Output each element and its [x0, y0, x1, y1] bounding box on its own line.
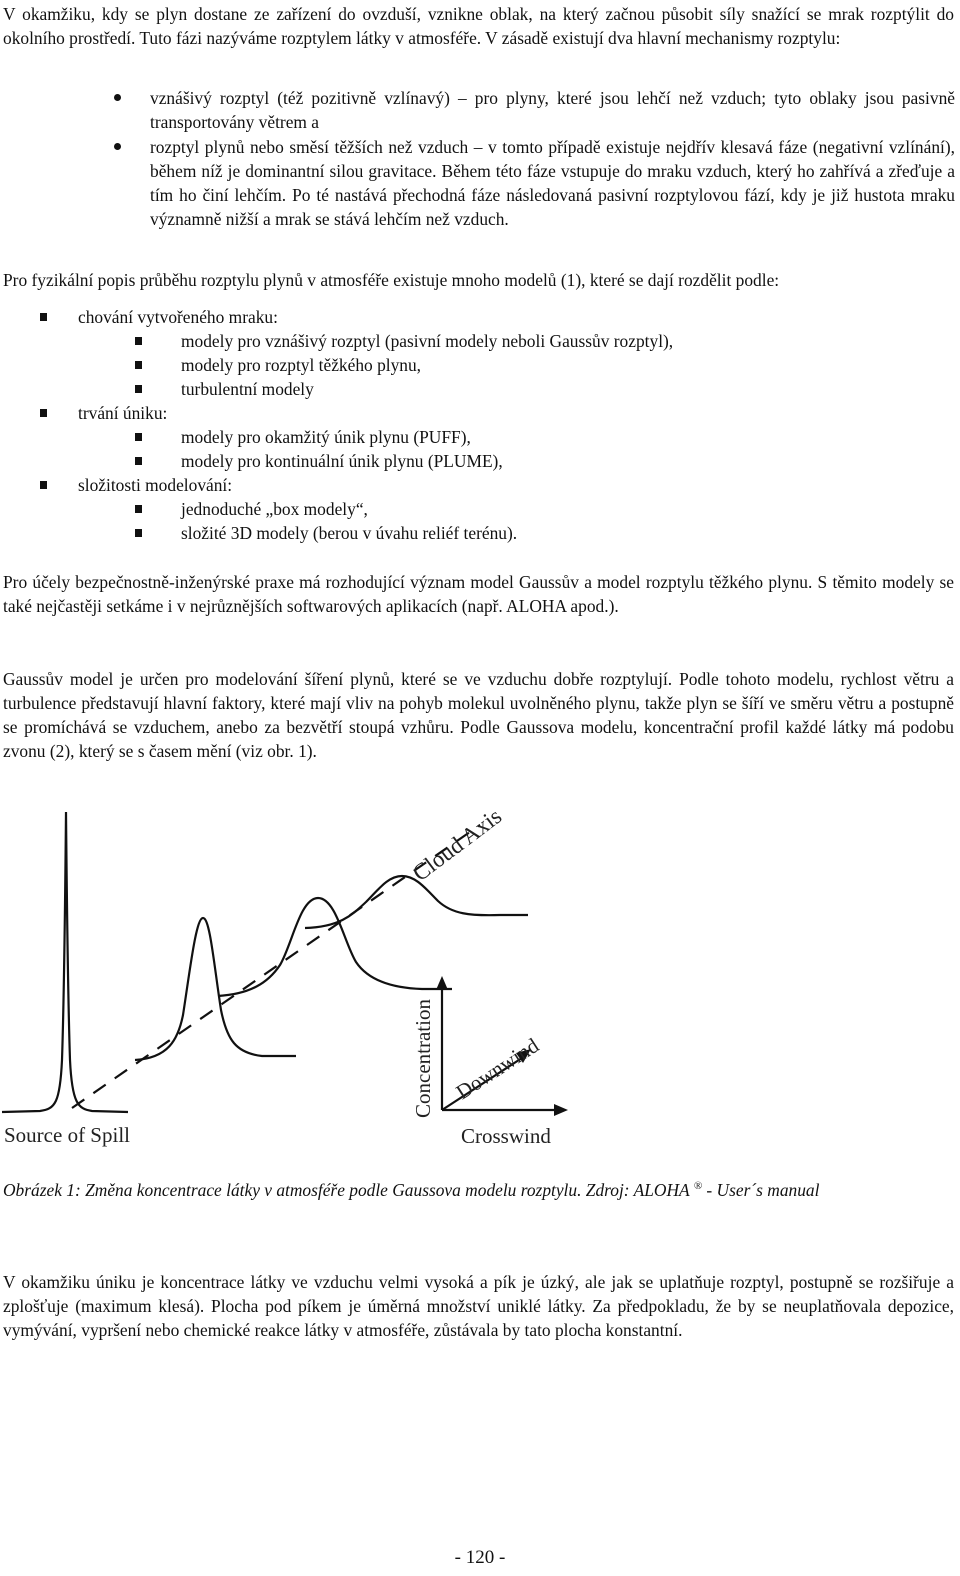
bullet-square — [40, 481, 47, 489]
downwind-label: Downwind — [451, 1033, 544, 1105]
bullet-square — [135, 505, 142, 513]
crosswind-arrowhead — [554, 1104, 568, 1116]
bullet-square — [40, 313, 47, 321]
category-item: složité 3D modely (berou v úvahu reliéf terénu). — [181, 523, 518, 543]
bullet-dot — [114, 143, 121, 150]
concentration-peak-2 — [135, 918, 296, 1060]
bullet-square — [40, 409, 47, 417]
mechanism-item: vznášivý rozptyl (též pozitivně vzlínavý) – pro plyny, které jsou lehčí než vzduch; tyto oblaky jsou pasivně transportovány větrem a — [150, 88, 955, 132]
bullet-square — [135, 433, 142, 441]
source-of-spill-label: Source of Spill — [4, 1123, 130, 1147]
models-intro-paragraph: Pro fyzikální popis průběhu rozptylu plynů v atmosféře existuje mnoho modelů (1), které se dají rozdělit podle: — [3, 270, 780, 290]
bullet-square — [135, 361, 142, 369]
bullet-square — [135, 457, 142, 465]
bullet-dot — [114, 94, 121, 101]
crosswind-label: Crosswind — [461, 1124, 551, 1148]
category-item: modely pro vznášivý rozptyl (pasivní modely neboli Gaussův rozptyl), — [181, 331, 674, 351]
category-item: modely pro okamžitý únik plynu (PUFF), — [181, 427, 471, 447]
category-label: chování vytvořeného mraku: — [78, 307, 278, 327]
caption-text: Obrázek 1: Změna koncentrace látky v atmosféře podle Gaussova modelu rozptylu. Zdroj: ALOHA — [3, 1179, 690, 1200]
gaussian-dispersion-figure — [0, 800, 960, 1160]
gauss-paragraph: Gaussův model je určen pro modelování šíření plynů, které se ve vzduchu dobře rozptylují. Podle tohoto modelu, rychlost větru a turbulence představují hlavní faktory, které mají vliv na pohyb molekul uvolněného plynu, takže plyn se šíří ve směru větru a postupně se promíchává se vzduchem, anebo za bezvětří stoupá vzhůru. Podle Gaussova modelu, koncentrační profil každé látky má podobu zvonu (2), který se s časem mění (viz obr. 1). — [3, 669, 954, 761]
intro-paragraph: V okamžiku, kdy se plyn dostane ze zařízení do ovzduší, vznikne oblak, na který začnou působit síly snažící se mrak rozptýlit do okolního prostředí. Tuto fázi nazýváme rozptylem látky v atmosféře. V zásadě existují dva hlavní mechanismy rozptylu: — [3, 4, 954, 48]
category-item: modely pro rozptyl těžkého plynu, — [181, 355, 422, 375]
category-item: turbulentní modely — [181, 379, 314, 399]
figure-caption — [3, 1174, 953, 1202]
category-item: modely pro kontinuální únik plynu (PLUME), — [181, 451, 503, 471]
concentration-label: Concentration — [411, 999, 435, 1118]
registered-mark: ® — [693, 1180, 703, 1192]
mechanism-item: rozptyl plynů nebo směsí těžších než vzduch – v tomto případě existuje nejdřív klesavá fáze (negativní vzlínání), během níž je dominantní silou gravitace. Během této fáze vstupuje do mraku vzduch, který ho zahřívá a zřeďuje a tím ho činí lehčím. Po té nastává přechodná fáze následovaná pasivní rozptylovou fází, kdy je již hustota mraku významně nižší a mrak se stává lehčím než vzduch. — [150, 137, 955, 229]
caption-tail: - User´s manual — [702, 1179, 820, 1200]
concentration-peak-1 — [2, 812, 128, 1112]
concentration-arrowhead — [436, 976, 448, 990]
safety-paragraph: Pro účely bezpečnostně-inženýrské praxe má rozhodující význam model Gaussův a model rozptylu těžkého plynu. S těmito modely se také nejčastěji setkáme i v nejrůznějších softwarových aplikacích (např. ALOHA apod.). — [3, 572, 954, 616]
category-label: složitosti modelování: — [78, 475, 233, 495]
bullet-square — [135, 529, 142, 537]
category-item: jednoduché „box modely“, — [181, 499, 368, 519]
final-paragraph: V okamžiku úniku je koncentrace látky ve vzduchu velmi vysoká a pík je úzký, ale jak se uplatňuje rozptyl, postupně se rozšiřuje a zplošťuje (maximum klesá). Plocha pod píkem je úměrná množství uniklé látky. Za předpokladu, že by se neuplatňovala depozice, vymývání, vypršení nebo chemické reakce látky v atmosféře, zůstávala by tato plocha konstantní. — [3, 1272, 954, 1340]
category-label: trvání úniku: — [78, 403, 168, 423]
bullet-square — [135, 385, 142, 393]
cloud-axis-label: Cloud Axis — [407, 803, 507, 886]
page-number: - 120 - — [454, 1547, 506, 1568]
bullet-square — [135, 337, 142, 345]
